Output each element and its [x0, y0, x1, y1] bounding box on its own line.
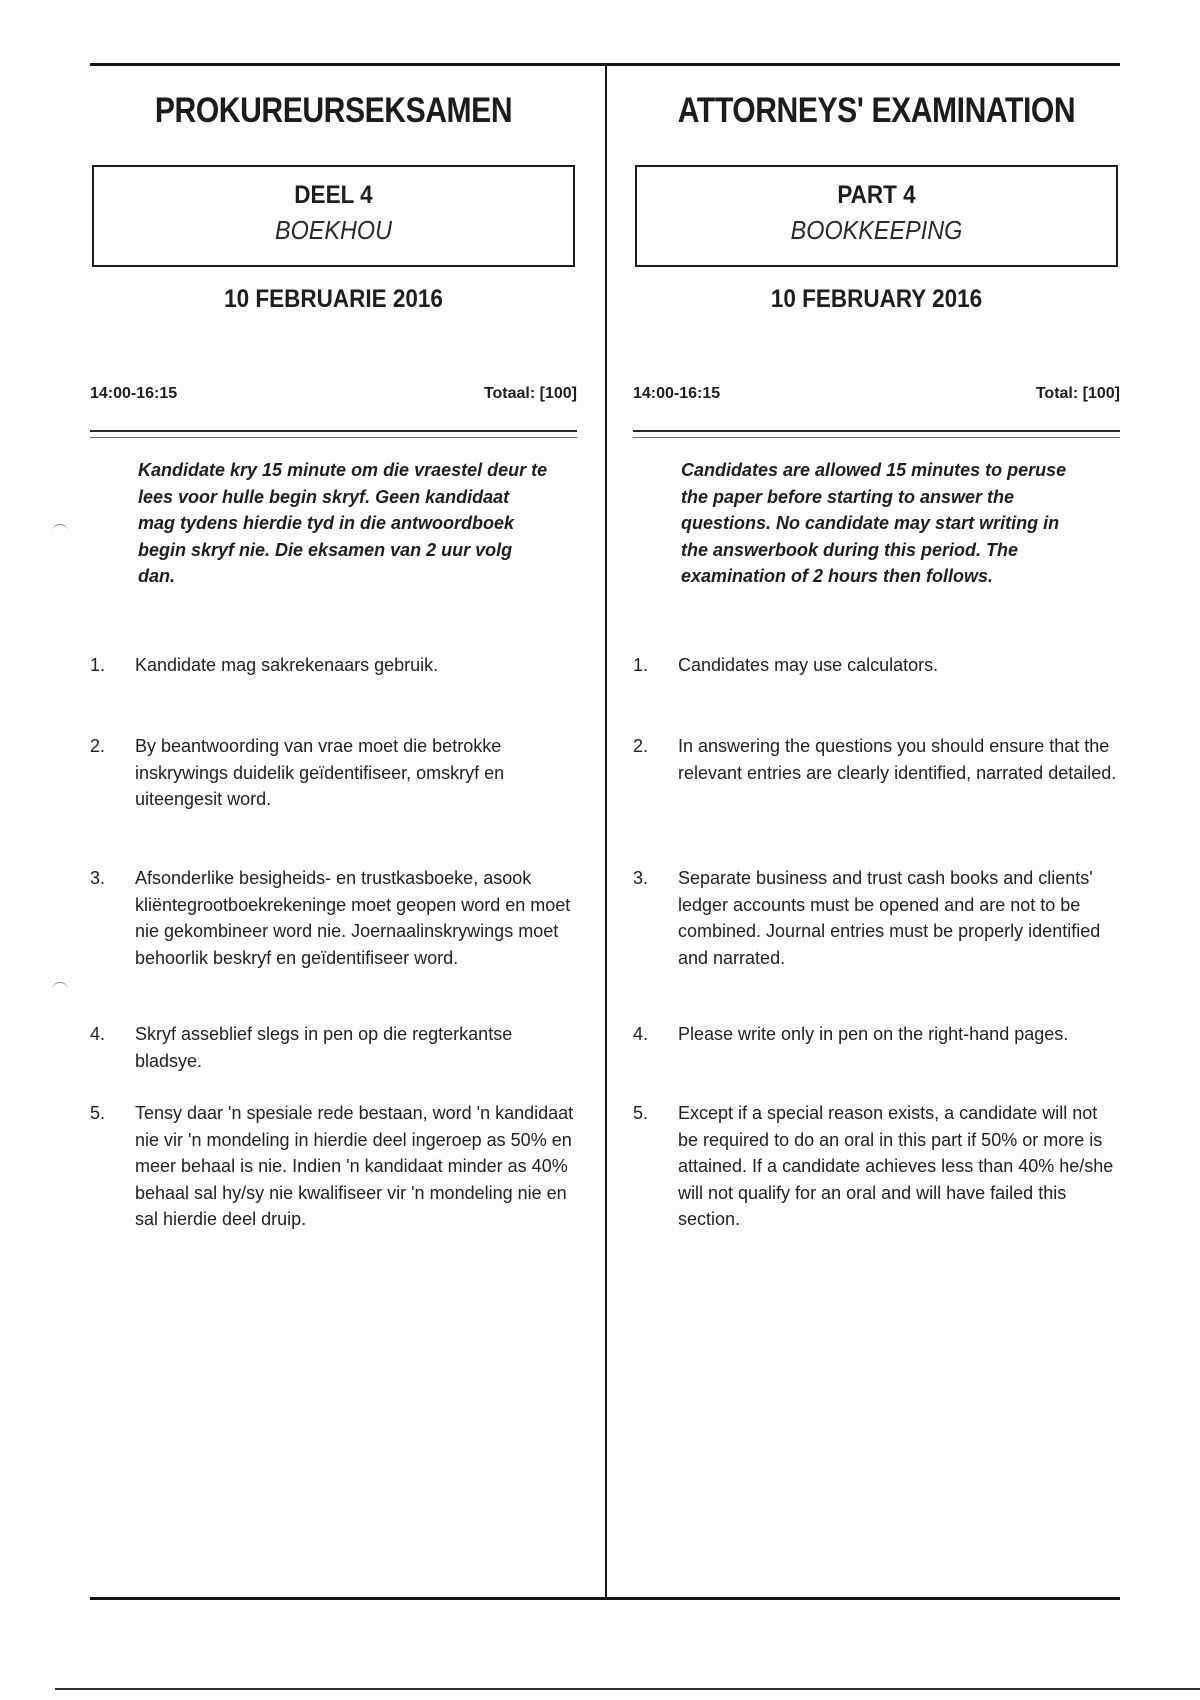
- double-rule: [90, 430, 577, 438]
- exam-time: 14:00-16:15: [90, 385, 178, 402]
- instruction-text: Tensy daar 'n spesiale rede bestaan, word 'n kandidaat nie vir 'n mondeling in hierdie deel ingeroep as 50% en meer behaal is nie. Indien 'n kandidaat minder as 40% behaal sal hy/sy nie kwalifiseer vir 'n mondeling nie en sal hierdie deel druip.: [135, 1103, 574, 1229]
- instruction-item: [633, 1021, 1120, 1048]
- instruction-item: [633, 1100, 1120, 1233]
- instruction-number: 3.: [90, 868, 106, 888]
- page-edge-line: [55, 1688, 1200, 1690]
- exam-time: 14:00-16:15: [633, 385, 721, 402]
- part-subject: BOEKHOU: [274, 215, 393, 245]
- instruction-number: 5.: [90, 1103, 106, 1123]
- instruction-number: 3.: [633, 868, 649, 888]
- instruction-text: Candidates may use calculators.: [678, 655, 939, 675]
- exam-title: ATTORNEYS' EXAMINATION: [677, 91, 1076, 130]
- instruction-text: Please write only in pen on the right-hand pages.: [678, 1024, 1069, 1044]
- instruction-text: Afsonderlike besigheids- en trustkasboeke, asook kliëntegrootboekrekeninge moet geopen word en moet nie gekombineer word nie. Joernaalinskrywings moet behoorlik beskryf en geïdentifiseer word.: [135, 868, 571, 968]
- instruction-item: [633, 733, 1120, 786]
- center-divider: [605, 63, 607, 1598]
- instruction-text: Except if a special reason exists, a candidate will not be required to do an oral in this part if 50% or more is attained. If a candidate achieves less than 40% he/she will not qualify for an oral and will have failed this section.: [678, 1103, 1114, 1229]
- instruction-number: 1.: [90, 655, 106, 675]
- instruction-text: Separate business and trust cash books and clients' ledger accounts must be opened and are not to be combined. Journal entries must be properly identified and narrated.: [678, 868, 1101, 968]
- instruction-item: [90, 1100, 577, 1233]
- instruction-number: 4.: [90, 1024, 106, 1044]
- instruction-number: 4.: [633, 1024, 649, 1044]
- instruction-number: 2.: [90, 736, 106, 756]
- instruction-item: [633, 652, 1120, 679]
- instruction-item: [90, 865, 577, 971]
- exam-meta: [633, 385, 1120, 411]
- instruction-item: [90, 1021, 577, 1074]
- double-rule: [633, 430, 1120, 438]
- instruction-number: 1.: [633, 655, 649, 675]
- exam-total: Totaal: [100]: [483, 385, 577, 402]
- exam-date: 10 FEBRUARIE 2016: [224, 285, 443, 313]
- exam-date: 10 FEBRUARY 2016: [770, 285, 983, 313]
- bottom-rule: [90, 1597, 1120, 1600]
- part-subject: BOOKKEEPING: [790, 215, 963, 245]
- exam-total: Total: [100]: [1035, 385, 1120, 402]
- instruction-text: By beantwoording van vrae moet die betrokke inskrywings duidelik geïdentifiseer, omskryf en uiteengesit word.: [135, 736, 505, 809]
- instruction-number: 2.: [633, 736, 649, 756]
- intro-text: Kandidate kry 15 minute om die vraestel deur te lees voor hulle begin skryf. Geen kandidaat mag tydens hierdie tyd in die antwoordboek begin skryf nie. Die eksamen van 2 uur volg dan.: [138, 460, 548, 586]
- part-label: DEEL 4: [294, 181, 373, 209]
- part-label: PART 4: [837, 181, 916, 209]
- instruction-number: 5.: [633, 1103, 649, 1123]
- instruction-item: [633, 865, 1120, 971]
- exam-meta: [90, 385, 577, 411]
- instruction-text: In answering the questions you should ensure that the relevant entries are clearly identified, narrated detailed.: [678, 736, 1117, 783]
- punch-hole-mark: [52, 524, 68, 539]
- instruction-item: [90, 652, 577, 679]
- exam-title: PROKUREURSEKSAMEN: [154, 91, 513, 130]
- part-box: [92, 165, 575, 267]
- part-box: [635, 165, 1118, 267]
- instruction-text: Skryf asseblief slegs in pen op die regterkantse bladsye.: [135, 1024, 513, 1071]
- punch-hole-mark: [52, 982, 68, 997]
- intro-text: Candidates are allowed 15 minutes to peruse the paper before starting to answer the questions. No candidate may start writing in the answerbook during this period. The examination of 2 hours then follows.: [681, 460, 1067, 586]
- instruction-text: Kandidate mag sakrekenaars gebruik.: [135, 655, 439, 675]
- instruction-item: [90, 733, 577, 813]
